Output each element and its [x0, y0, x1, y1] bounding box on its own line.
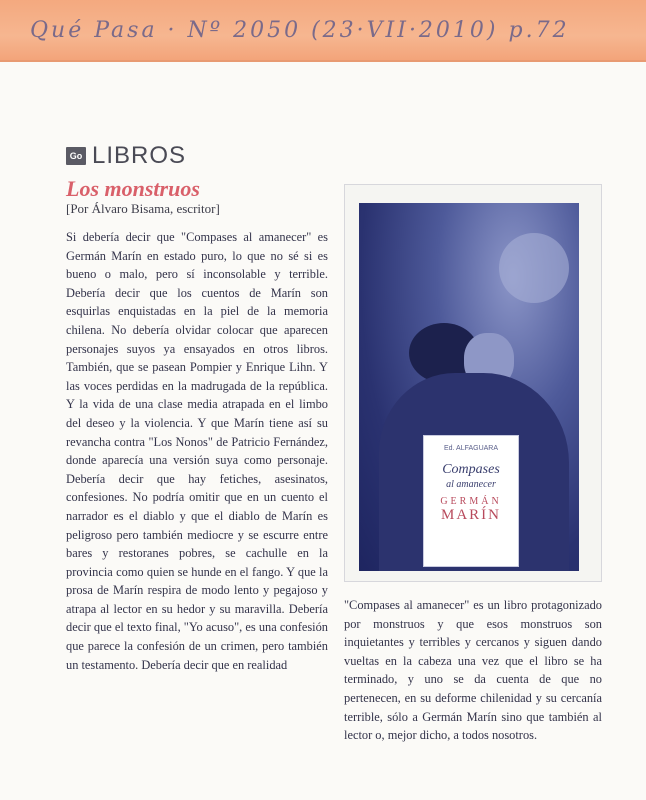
book-photo-frame [344, 184, 602, 582]
clipping-header-strip [0, 0, 646, 62]
article-body-left-column: Si debería decir que "Compases al amanecer" es Germán Marín en estado puro, lo que no sé si es bueno o malo, pero sí inconsolable y terrible. Debería decir que los cuentos de Marín son esquirlas enquistadas en la piel de la memoria chilena. No debería olvidar colocar que aparecen personajes suyos ya ensayados en otros libros. También, que se pasean Pompier y Enrique Lihn. Y las voces perdidas en la madrugada de la república. Y la vida de una clase media atrapada en el limbo del deseo y la violencia. Y que Marín tiene así su revancha contra "Los Nonos" de Patricio Fernández, donde aparecía una versión suya como personaje. Debería decir que hay fetiches, asesinatos, confesiones. No podría omitir que en un cuento el narrador es el diablo y que el diablo de Marín es peligroso pero también mediocre y se escurre entre bares y restoranes pobres, se cachulle en la provincia como quien se hunde en el fango. Y que la prosa de Marín respira de modo lento y pegajoso y atrapa al lector en su hedor y su maravilla. Debería decir que el texto final, "Yo acuso", es una confesión que parece la confesión de un crimen, pero también un testamento. Debería decir que en realidad [66, 230, 328, 672]
section-heading [66, 142, 186, 170]
photo-light-blur [499, 233, 569, 303]
book-author-first-name: GERMÁN [440, 496, 502, 507]
book-author-last-name: MARÍN [440, 507, 501, 523]
publisher-logo: Ed. ALFAGUARA [443, 445, 499, 452]
book-subtitle: al amanecer [446, 479, 496, 490]
section-badge-icon: Go [66, 147, 86, 165]
book-title: Compases [442, 462, 500, 477]
book-cover-photo [359, 203, 579, 571]
article-body-right-column: "Compases al amanecer" es un libro protagonizado por monstruos y que esos monstruos son inquietantes y terribles y cercanos y siguen dando vueltas en la cabeza una vez que el libro se ha terminado, y uno se da cuenta de que no pertenecen, en su deforme chilenidad y su cercanía terrible, sólo a Germán Marín sino que también al lector o, mejor dicho, a todos nosotros. [344, 598, 602, 743]
section-title: LIBROS [92, 142, 187, 169]
article-title: Los monstruos [66, 176, 200, 201]
book-cover [423, 435, 519, 567]
handwritten-source-note: Qué Pasa · Nº 2050 (23·VII·2010) p.72 [30, 18, 570, 43]
article-byline: [Por Álvaro Bisama, escritor] [66, 201, 220, 216]
